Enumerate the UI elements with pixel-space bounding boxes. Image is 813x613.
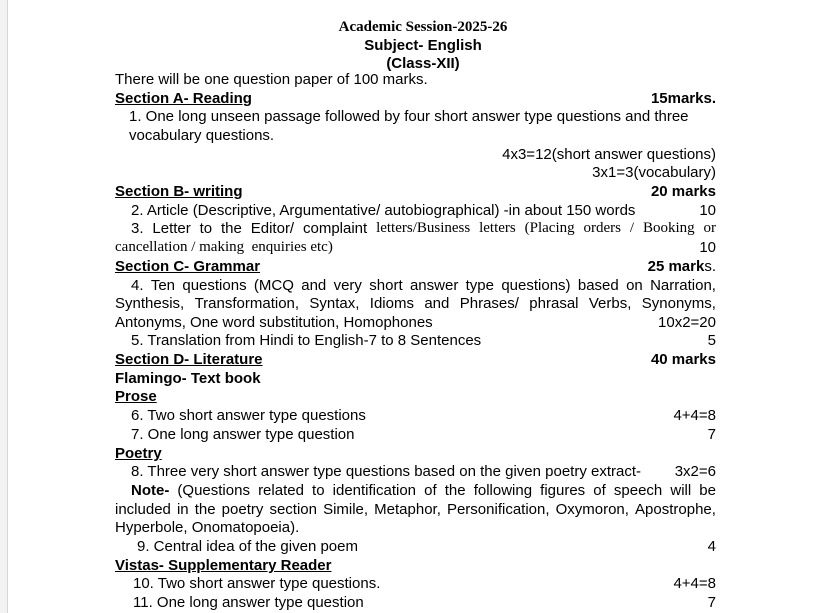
session-heading-row	[8, 18, 813, 37]
word: answer	[409, 277, 459, 294]
note-label: Note-	[131, 482, 170, 499]
q7-marks: 7	[707, 426, 716, 443]
word: Idioms	[369, 295, 414, 312]
word: of	[424, 482, 437, 499]
word: letters	[479, 220, 516, 236]
q1-calc-1: 4x3=12(short answer questions)	[502, 146, 716, 163]
q2-text: 2. Article (Descriptive, Argumentative/ autobiographical) -in about 150 words	[131, 202, 636, 219]
calc-line-2	[8, 163, 813, 182]
note-text-3: Hyperbole, Onomatopoeia).	[115, 519, 300, 536]
q4-text-3: Antonyms, One word substitution, Homophones	[115, 314, 433, 331]
q1-text-1: 1. One long unseen passage followed by four short answer type questions and three	[129, 108, 689, 125]
word: section	[269, 501, 317, 518]
section-b-marks: 20 marks	[650, 183, 716, 200]
word: orders	[583, 220, 622, 236]
section-a-heading-row	[8, 89, 813, 108]
q8-row	[8, 462, 813, 481]
word: and	[301, 277, 327, 294]
word: Verbs,	[588, 295, 632, 312]
word: /	[629, 220, 635, 236]
word: Apostrophe,	[635, 501, 716, 518]
class-heading: (Class-XII)	[386, 55, 460, 72]
section-b-title: Section B- writing	[115, 183, 243, 200]
note-row-3	[8, 518, 813, 537]
q1-text-2: vocabulary questions.	[129, 127, 275, 144]
word: in	[176, 501, 189, 518]
word: poetry	[221, 501, 264, 518]
q11-marks: 7	[707, 594, 716, 611]
q6-marks: 4+4=8	[673, 407, 716, 424]
note-row-1	[8, 481, 813, 500]
section-a-marks: 15marks.	[650, 90, 716, 107]
word: Oxymoron,	[555, 501, 629, 518]
q3-justified-line	[131, 219, 716, 238]
word: Metaphor,	[374, 501, 441, 518]
word: figures	[540, 482, 586, 499]
section-d-title: Section D- Literature	[115, 351, 263, 368]
word: Narration,	[650, 277, 716, 294]
word: 4.	[131, 277, 144, 294]
word: questions	[182, 277, 247, 294]
word: be	[699, 482, 716, 499]
word: following	[473, 482, 533, 499]
textbook-row	[8, 369, 813, 388]
word: the	[194, 501, 216, 518]
word: (Questions	[177, 482, 250, 499]
section-a-title: Section A- Reading	[115, 90, 252, 107]
q1-line-1	[8, 107, 813, 126]
q5-text: 5. Translation from Hindi to English-7 to 8 Sentences	[131, 332, 482, 349]
word: to	[312, 482, 325, 499]
document-page	[7, 0, 813, 613]
calc-line-1	[8, 145, 813, 164]
word: phrasal	[529, 295, 579, 312]
word: Editor/	[250, 220, 295, 237]
q11-row	[8, 593, 813, 612]
textbook-title: Flamingo- Text book	[115, 370, 261, 387]
word: or	[703, 220, 716, 236]
word: Phrases/	[459, 295, 519, 312]
section-c-title: Section C- Grammar	[115, 258, 261, 275]
q3-marks: 10	[699, 239, 716, 256]
word: Booking	[642, 220, 695, 236]
note-row-2	[8, 500, 813, 519]
session-heading: Academic Session-2025-26	[338, 19, 508, 35]
word: related	[258, 482, 304, 499]
q7-text: 7. One long answer type question	[131, 426, 355, 443]
q4-justified-line-1	[131, 276, 716, 295]
word: type	[465, 277, 494, 294]
word: the	[444, 482, 466, 499]
q5-marks: 5	[707, 332, 716, 349]
q4-justified-line-2	[115, 294, 716, 313]
q9-row	[8, 537, 813, 556]
word: Simile,	[323, 501, 369, 518]
subject-heading-row	[8, 36, 813, 55]
word: (Placing	[524, 220, 575, 236]
word: Syntax,	[309, 295, 360, 312]
section-c-marks-tail: s.	[704, 258, 716, 275]
q4-row-1	[8, 276, 813, 295]
q3-row-2	[8, 238, 813, 257]
word: questions)	[501, 277, 571, 294]
word: identification	[332, 482, 417, 499]
q9-text: 9. Central idea of the given poem	[137, 538, 358, 555]
q10-marks: 4+4=8	[673, 575, 716, 592]
q1-calc-2: 3x1=3(vocabulary)	[592, 164, 716, 181]
word: speech	[613, 482, 663, 499]
note-justified-line-2	[115, 500, 716, 519]
q8-text: 8. Three very short answer type questions based on the given poetry extract-	[131, 463, 641, 480]
note-justified-line-1	[131, 481, 716, 500]
word: short	[369, 277, 403, 294]
word: Synonyms,	[641, 295, 716, 312]
q7-row	[8, 425, 813, 444]
word: 3.	[131, 220, 144, 237]
word: on	[626, 277, 643, 294]
word: Synthesis,	[115, 295, 185, 312]
subject-heading: Subject- English	[364, 37, 482, 54]
section-d-heading-row	[8, 350, 813, 369]
poetry-row	[8, 444, 813, 463]
q9-marks: 4	[707, 538, 716, 555]
word: very	[333, 277, 362, 294]
word: Ten	[150, 277, 176, 294]
intro-text: There will be one question paper of 100 marks.	[115, 71, 428, 88]
section-d-marks: 40 marks	[650, 351, 716, 368]
intro-row	[8, 70, 813, 89]
q10-text: 10. Two short answer type questions.	[133, 575, 381, 592]
q2-row	[8, 201, 813, 220]
q1-line-2	[8, 126, 813, 145]
word: and	[424, 295, 450, 312]
q4-row-2	[8, 294, 813, 313]
word: included	[115, 501, 171, 518]
prose-heading: Prose	[115, 388, 157, 405]
q4-row-3	[8, 313, 813, 332]
word: Personification,	[446, 501, 550, 518]
word: based	[577, 277, 619, 294]
word: complaint	[302, 220, 368, 237]
section-c-marks-bold: 25 mark	[647, 258, 705, 275]
word: to	[199, 220, 213, 237]
word: Transformation,	[194, 295, 300, 312]
section-c-marks	[648, 257, 716, 276]
word: the	[221, 220, 242, 237]
q2-marks: 10	[699, 202, 716, 219]
vistas-row	[8, 556, 813, 575]
poetry-heading: Poetry	[115, 445, 162, 462]
q5-row	[8, 331, 813, 350]
word: (MCQ	[253, 277, 294, 294]
q10-row	[8, 574, 813, 593]
q6-row	[8, 406, 813, 425]
vistas-heading: Vistas- Supplementary Reader	[115, 557, 332, 574]
section-b-heading-row	[8, 182, 813, 201]
prose-row	[8, 387, 813, 406]
section-c-heading-row	[8, 257, 813, 276]
q4-marks: 10x2=20	[658, 314, 716, 331]
q11-text: 11. One long answer type question	[133, 594, 364, 611]
word: Letter	[152, 220, 191, 237]
word: will	[670, 482, 692, 499]
q8-marks: 3x2=6	[674, 463, 716, 480]
q3-row-1	[8, 219, 813, 238]
word: of	[593, 482, 606, 499]
q6-text: 6. Two short answer type questions	[131, 407, 366, 424]
q3-text-2: cancellation / making enquiries etc)	[115, 239, 333, 255]
word: letters/Business	[376, 220, 471, 236]
